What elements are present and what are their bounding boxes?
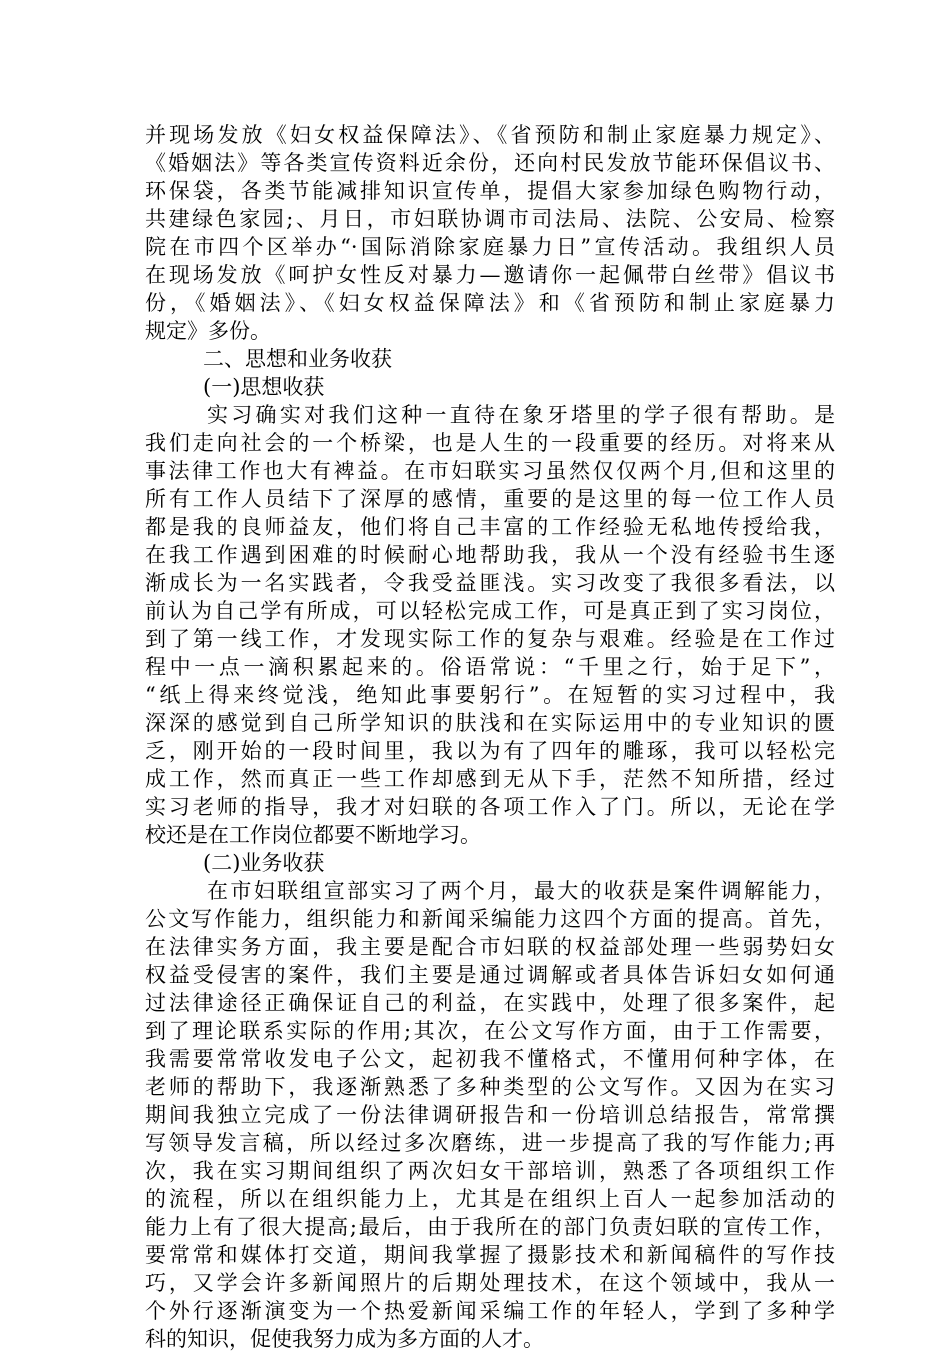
text-line: 期间我独立完成了一份法律调研报告和一份培训总结报告，常常撰 [145, 1103, 835, 1127]
text-line: 次，我在实习期间组织了两次妇女干部培训，熟悉了各项组织工作 [145, 1159, 835, 1183]
text-line: 我需要常常收发电子公文，起初我不懂格式，不懂用何种字体，在 [145, 1047, 835, 1071]
text-line: 乏，刚开始的一段时间里，我以为有了四年的雕琢，我可以轻松完 [145, 739, 835, 763]
text-line: 科的知识，促使我努力成为多方面的人才。 [145, 1327, 544, 1351]
text-line: 并现场发放《妇女权益保障法》、《省预防和制止家庭暴力规定》、 [145, 123, 835, 147]
text-line: 在法律实务方面，我主要是配合市妇联的权益部处理一些弱势妇女 [145, 935, 835, 959]
text-line: 写领导发言稿，所以经过多次磨练，进一步提高了我的写作能力;再 [145, 1131, 835, 1155]
text-line: “纸上得来终觉浅，绝知此事要躬行”。在短暂的实习过程中，我 [145, 683, 835, 707]
text-line: 个外行逐渐演变为一个热爱新闻采编工作的年轻人，学到了多种学 [145, 1299, 835, 1323]
text-line: 实习老师的指导，我才对妇联的各项工作入了门。所以，无论在学 [145, 795, 835, 819]
text-line: 到了第一线工作，才发现实际工作的复杂与艰难。经验是在工作过 [145, 627, 835, 651]
text-line: 共建绿色家园;、月日，市妇联协调市司法局、法院、公安局、检察 [145, 207, 835, 231]
text-line: 成工作，然而真正一些工作却感到无从下手，茫然不知所措，经过 [145, 767, 835, 791]
text-line: 到了理论联系实际的作用;其次，在公文写作方面，由于工作需要， [145, 1019, 835, 1043]
text-line: 巧，又学会许多新闻照片的后期处理技术，在这个领域中，我从一 [145, 1271, 835, 1295]
text-line: 渐成长为一名实践者，令我受益匪浅。实习改变了我很多看法，以 [145, 571, 835, 595]
text-line: 在我工作遇到困难的时候耐心地帮助我，我从一个没有经验书生逐 [145, 543, 835, 567]
text-line: 程中一点一滴积累起来的。俗语常说：“千里之行，始于足下”， [145, 655, 835, 679]
text-line: 权益受侵害的案件，我们主要是通过调解或者具体告诉妇女如何通 [145, 963, 835, 987]
text-line: 在现场发放《呵护女性反对暴力—邀请你一起佩带白丝带》倡议书 [145, 263, 835, 287]
text-line: 份，《婚姻法》、《妇女权益保障法》和《省预防和制止家庭暴力 [145, 291, 835, 315]
text-line: 我们走向社会的一个桥梁，也是人生的一段重要的经历。对将来从 [145, 431, 835, 455]
section-heading: 二、思想和业务收获 [203, 347, 392, 371]
text-line: 校还是在工作岗位都要不断地学习。 [145, 823, 481, 847]
text-line: 都是我的良师益友，他们将自己丰富的工作经验无私地传授给我， [145, 515, 835, 539]
text-line: 环保袋，各类节能减排知识宣传单，提倡大家参加绿色购物行动， [145, 179, 835, 203]
text-line: 院在市四个区举办“·国际消除家庭暴力日”宣传活动。我组织人员 [145, 235, 835, 259]
subsection-heading: (一)思想收获 [203, 375, 325, 399]
text-line: 的流程，所以在组织能力上，尤其是在组织上百人一起参加活动的 [145, 1187, 835, 1211]
text-line: 《婚姻法》等各类宣传资料近余份，还向村民发放节能环保倡议书、 [145, 151, 835, 175]
document-body [145, 121, 835, 1353]
text-line: 事法律工作也大有裨益。在市妇联实习虽然仅仅两个月,但和这里的 [145, 459, 835, 483]
text-line: 公文写作能力，组织能力和新闻采编能力这四个方面的提高。首先， [145, 907, 835, 931]
paragraph-first-line: 在市妇联组宣部实习了两个月，最大的收获是案件调解能力， [207, 879, 835, 903]
paragraph-first-line: 实习确实对我们这种一直待在象牙塔里的学子很有帮助。是 [207, 403, 835, 427]
text-line: 能力上有了很大提高;最后，由于我所在的部门负责妇联的宣传工作， [145, 1215, 835, 1239]
text-line: 过法律途径正确保证自己的利益，在实践中，处理了很多案件，起 [145, 991, 835, 1015]
text-line: 规定》多份。 [145, 319, 271, 343]
text-line: 前认为自己学有所成，可以轻松完成工作，可是真正到了实习岗位， [145, 599, 835, 623]
text-line: 所有工作人员结下了深厚的感情，重要的是这里的每一位工作人员 [145, 487, 835, 511]
text-line: 老师的帮助下，我逐渐熟悉了多种类型的公文写作。又因为在实习 [145, 1075, 835, 1099]
text-line: 深深的感觉到自己所学知识的肤浅和在实际运用中的专业知识的匮 [145, 711, 835, 735]
subsection-heading: (二)业务收获 [203, 851, 325, 875]
text-line: 要常常和媒体打交道，期间我掌握了摄影技术和新闻稿件的写作技 [145, 1243, 835, 1267]
